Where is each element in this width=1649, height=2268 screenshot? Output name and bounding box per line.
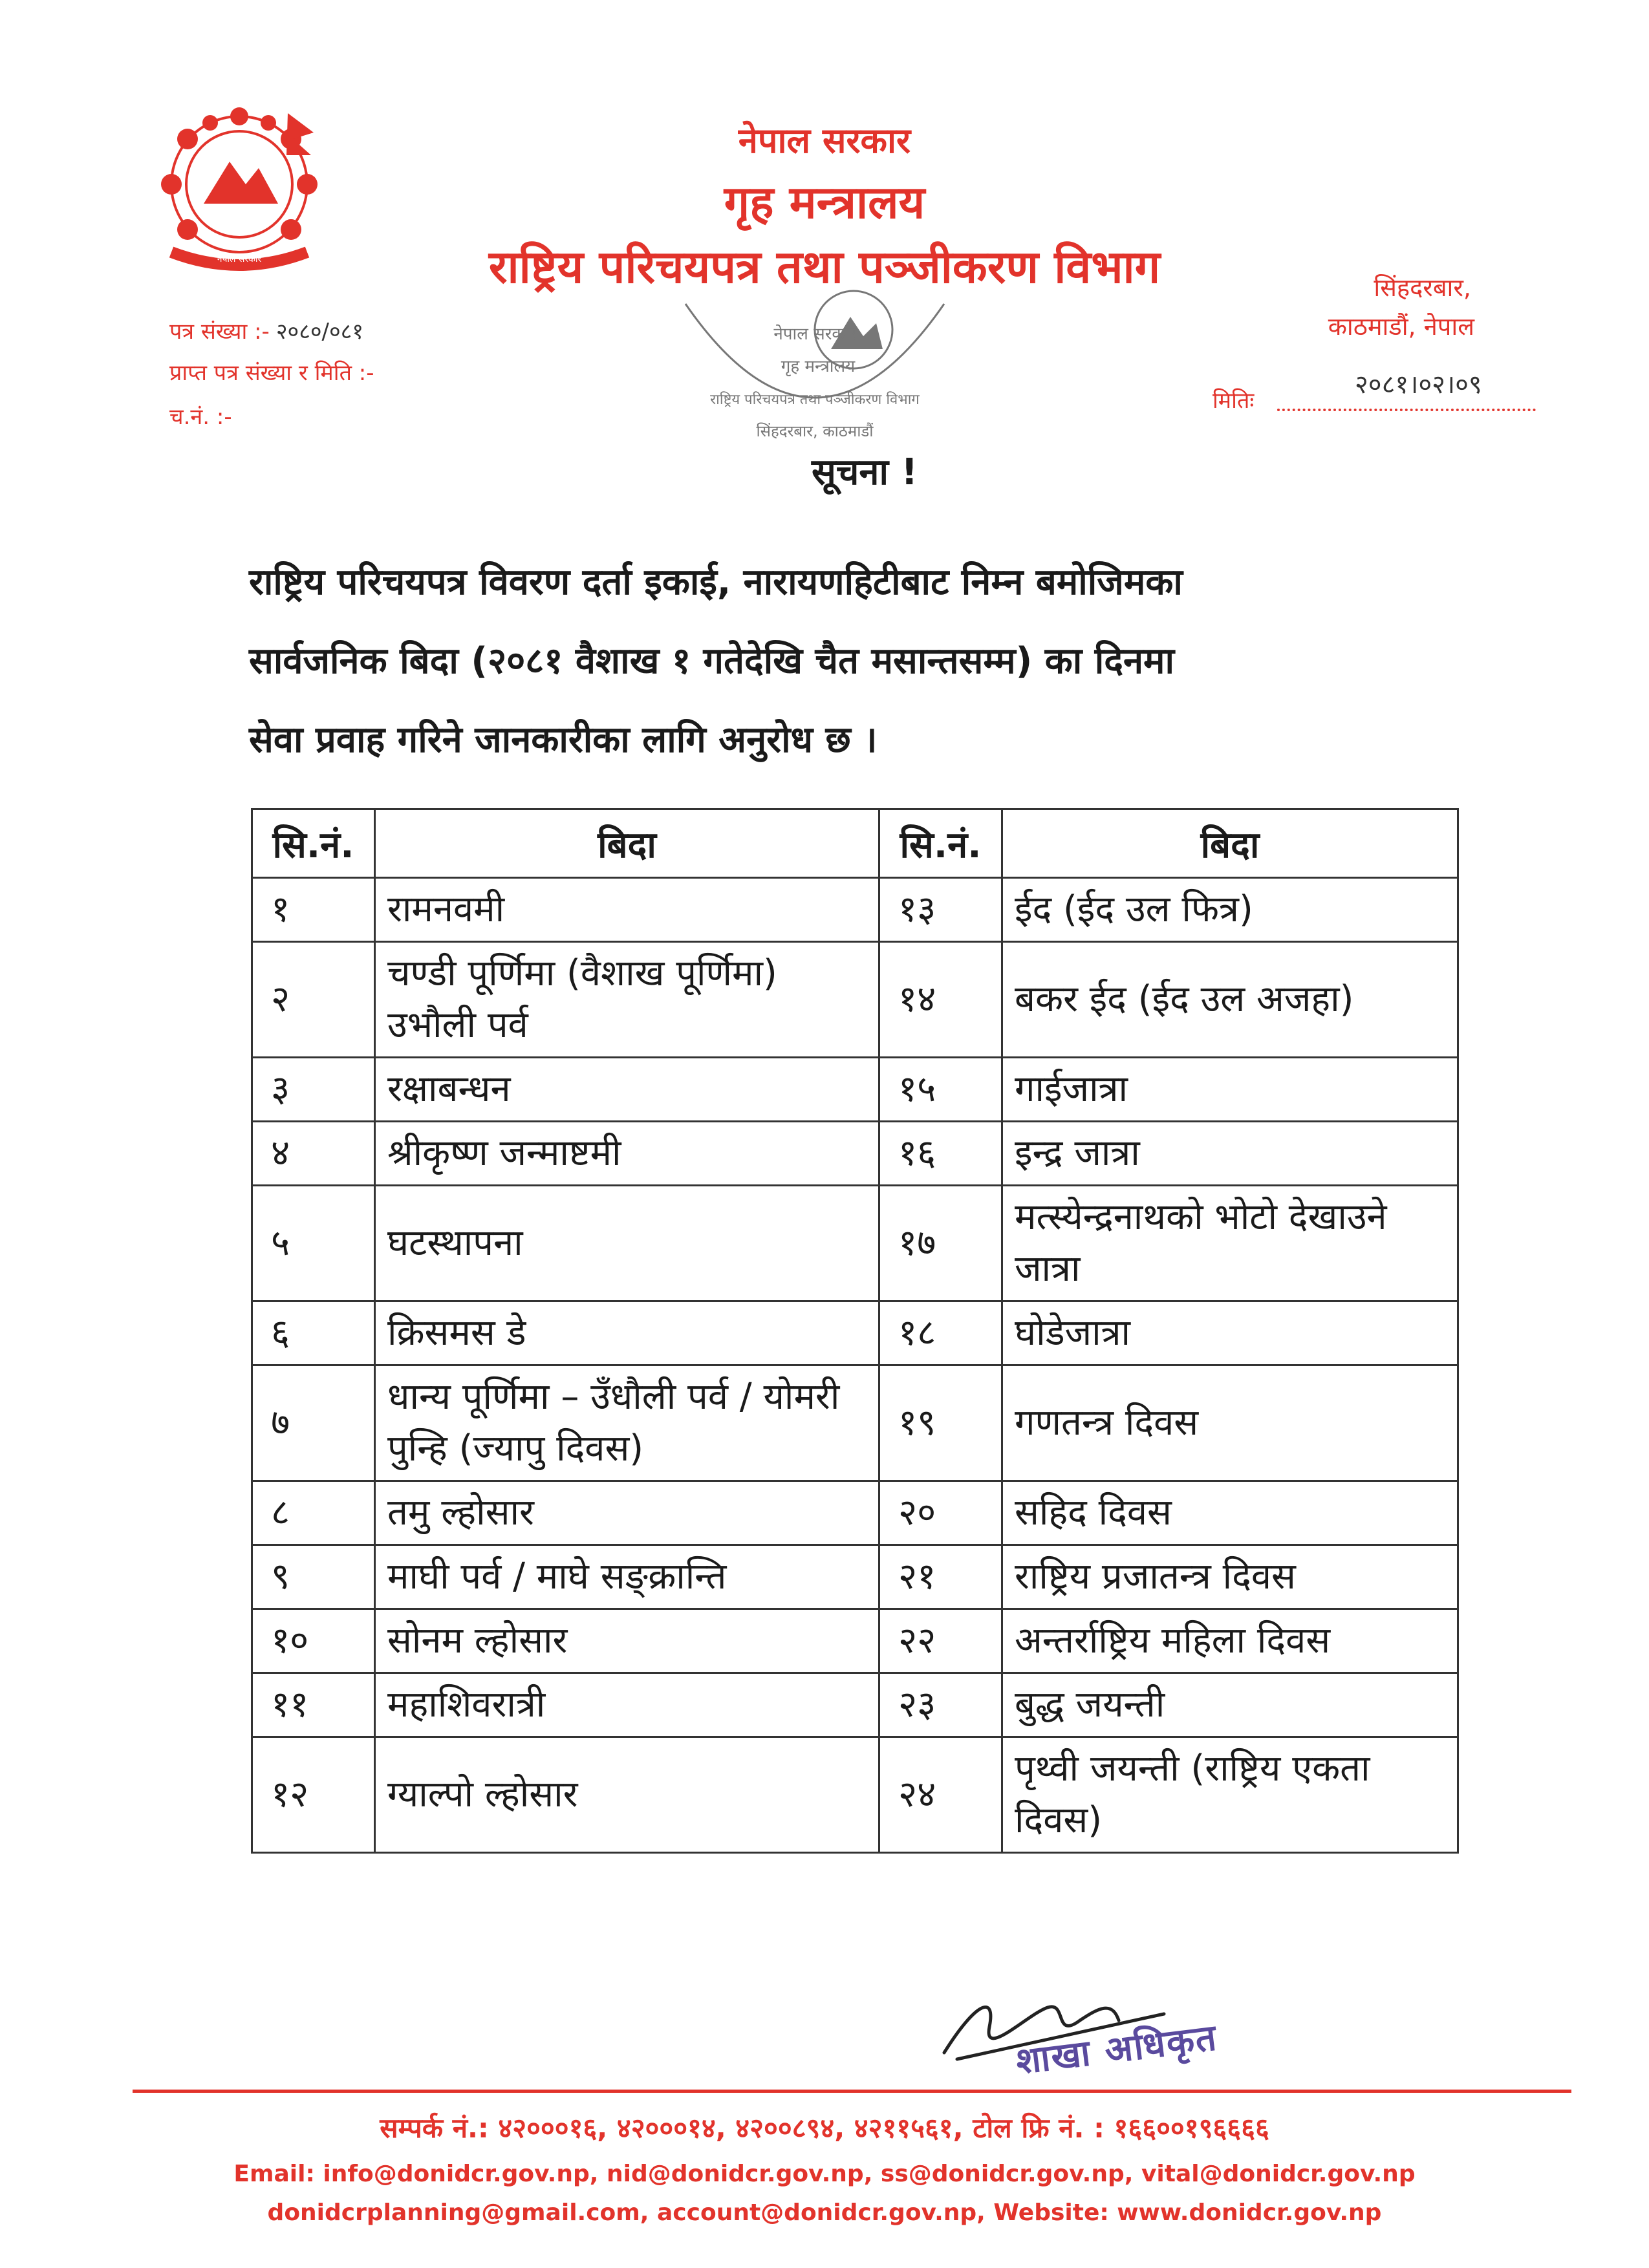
holiday-cell: तमु ल्होसार bbox=[375, 1481, 879, 1545]
date-label: मितिः bbox=[1212, 388, 1255, 414]
table-row bbox=[252, 1545, 1458, 1609]
footer-divider bbox=[133, 2090, 1571, 2093]
serial-cell: १८ bbox=[879, 1301, 1002, 1365]
serial-cell: ५ bbox=[252, 1186, 375, 1301]
seal-line-2: गृह मन्त्रालय bbox=[781, 357, 856, 376]
serial-cell: ११ bbox=[252, 1673, 375, 1737]
serial-cell: ९ bbox=[252, 1545, 375, 1609]
serial-cell: ८ bbox=[252, 1481, 375, 1545]
table-row bbox=[252, 1122, 1458, 1186]
column-header-serial: सि.नं. bbox=[879, 809, 1002, 878]
serial-cell: ६ bbox=[252, 1301, 375, 1365]
holiday-cell: घोडेजात्रा bbox=[1002, 1301, 1458, 1365]
received-reference-label: प्राप्त पत्र संख्या र मिति :- bbox=[169, 360, 374, 386]
emblem-caption: नेपाल सरकार bbox=[217, 254, 262, 264]
serial-cell: २३ bbox=[879, 1673, 1002, 1737]
serial-cell: २१ bbox=[879, 1545, 1002, 1609]
holiday-cell: पृथ्वी जयन्ती (राष्ट्रिय एकता दिवस) bbox=[1002, 1737, 1458, 1853]
ministry-title: गृह मन्त्रालय bbox=[724, 176, 925, 229]
serial-cell: १० bbox=[252, 1609, 375, 1673]
holiday-cell: रामनवमी bbox=[375, 878, 879, 942]
reference-label: पत्र संख्या :- bbox=[169, 319, 270, 345]
serial-cell: १३ bbox=[879, 878, 1002, 942]
holiday-cell: सहिद दिवस bbox=[1002, 1481, 1458, 1545]
serial-cell: १ bbox=[252, 878, 375, 942]
notice-body bbox=[249, 543, 1516, 780]
office-seal-icon bbox=[666, 278, 964, 472]
serial-cell: २० bbox=[879, 1481, 1002, 1545]
holiday-cell: चण्डी पूर्णिमा (वैशाख पूर्णिमा) उभौली पर्व bbox=[375, 942, 879, 1058]
holiday-cell: इन्द्र जात्रा bbox=[1002, 1122, 1458, 1186]
table-row bbox=[252, 1365, 1458, 1481]
table-row bbox=[252, 1186, 1458, 1301]
holiday-cell: राष्ट्रिय प्रजातन्त्र दिवस bbox=[1002, 1545, 1458, 1609]
table-row bbox=[252, 942, 1458, 1058]
notice-line-1: राष्ट्रिय परिचयपत्र विवरण दर्ता इकाई, नारायणहिटीबाट निम्न बमोजिमका bbox=[249, 561, 1183, 603]
holiday-cell: ईद (ईद उल फित्र) bbox=[1002, 878, 1458, 942]
holiday-cell: ग्याल्पो ल्होसार bbox=[375, 1737, 879, 1853]
table-row bbox=[252, 1301, 1458, 1365]
seal-line-4: सिंहदरबार, काठमाडौं bbox=[756, 422, 874, 440]
holiday-cell: गाईजात्रा bbox=[1002, 1058, 1458, 1122]
holiday-table bbox=[251, 808, 1459, 1854]
holiday-cell: अन्तर्राष्ट्रिय महिला दिवस bbox=[1002, 1609, 1458, 1673]
serial-cell: २४ bbox=[879, 1737, 1002, 1853]
seal-line-1: नेपाल सरकार bbox=[773, 325, 856, 344]
table-row bbox=[252, 878, 1458, 942]
table-row bbox=[252, 1673, 1458, 1737]
serial-cell: २ bbox=[252, 942, 375, 1058]
holiday-cell: बकर ईद (ईद उल अजहा) bbox=[1002, 942, 1458, 1058]
serial-cell: १७ bbox=[879, 1186, 1002, 1301]
serial-cell: २२ bbox=[879, 1609, 1002, 1673]
notice-line-3: सेवा प्रवाह गरिने जानकारीका लागि अनुरोध छ । bbox=[249, 719, 878, 761]
table-header-row bbox=[252, 809, 1458, 878]
department-title: राष्ट्रिय परिचयपत्र तथा पञ्जीकरण विभाग bbox=[488, 241, 1161, 294]
contact-numbers: सम्पर्क नं.: ४२०००१६, ४२०००१४, ४२००८९४, ४२११५६१, टोल फ्रि नं. : १६६००१९६६६६ bbox=[380, 2112, 1269, 2144]
holiday-cell: सोनम ल्होसार bbox=[375, 1609, 879, 1673]
date-dotted-line bbox=[1277, 409, 1536, 411]
serial-cell: ४ bbox=[252, 1122, 375, 1186]
date-value: २०८१।०२।०९ bbox=[1355, 370, 1482, 400]
serial-cell: ७ bbox=[252, 1365, 375, 1481]
column-header-holiday: बिदा bbox=[1002, 809, 1458, 878]
officer-stamp: शाखा अधिकृत bbox=[1013, 2017, 1220, 2083]
serial-cell: १४ bbox=[879, 942, 1002, 1058]
email-line-2: donidcrplanning@gmail.com, account@donidcr.gov.np, Website: www.donidcr.gov.np bbox=[267, 2199, 1382, 2226]
table-row bbox=[252, 1481, 1458, 1545]
holiday-cell: मत्स्येन्द्रनाथको भोटो देखाउने जात्रा bbox=[1002, 1186, 1458, 1301]
table-row bbox=[252, 1058, 1458, 1122]
column-header-serial: सि.नं. bbox=[252, 809, 375, 878]
table-row bbox=[252, 1609, 1458, 1673]
reference-value: २०८०/०८१ bbox=[275, 319, 364, 345]
serial-cell: १५ bbox=[879, 1058, 1002, 1122]
serial-cell: १२ bbox=[252, 1737, 375, 1853]
column-header-holiday: बिदा bbox=[375, 809, 879, 878]
holiday-cell: बुद्ध जयन्ती bbox=[1002, 1673, 1458, 1737]
email-line-1: Email: info@donidcr.gov.np, nid@donidcr.gov.np, ss@donidcr.gov.np, vital@donidcr.gov.np bbox=[233, 2161, 1416, 2187]
holiday-cell: महाशिवरात्री bbox=[375, 1673, 879, 1737]
serial-cell: ३ bbox=[252, 1058, 375, 1122]
notice-line-2: सार्वजनिक बिदा (२०८१ वैशाख १ गतेदेखि चैत मसान्तसम्म) का दिनमा bbox=[249, 640, 1175, 682]
government-title: नेपाल सरकार bbox=[738, 120, 911, 161]
dispatch-number-label: च.नं. :- bbox=[169, 404, 232, 430]
serial-cell: १९ bbox=[879, 1365, 1002, 1481]
holiday-cell: माघी पर्व / माघे सङ्क्रान्ति bbox=[375, 1545, 879, 1609]
address-line-1: सिंहदरबार, bbox=[1374, 273, 1471, 302]
reference-number bbox=[169, 316, 363, 345]
table-row bbox=[252, 1737, 1458, 1853]
serial-cell: १६ bbox=[879, 1122, 1002, 1186]
holiday-cell: धान्य पूर्णिमा – उँधौली पर्व / योमरी पुन्हि (ज्यापु दिवस) bbox=[375, 1365, 879, 1481]
holiday-cell: रक्षाबन्धन bbox=[375, 1058, 879, 1122]
notice-title: सूचना ! bbox=[812, 451, 918, 493]
holiday-cell: श्रीकृष्ण जन्माष्टमी bbox=[375, 1122, 879, 1186]
holiday-cell: गणतन्त्र दिवस bbox=[1002, 1365, 1458, 1481]
address-line-2: काठमाडौं, नेपाल bbox=[1328, 312, 1474, 341]
holiday-cell: घटस्थापना bbox=[375, 1186, 879, 1301]
seal-line-3: राष्ट्रिय परिचयपत्र तथा पञ्जीकरण विभाग bbox=[710, 392, 920, 408]
holiday-cell: क्रिसमस डे bbox=[375, 1301, 879, 1365]
